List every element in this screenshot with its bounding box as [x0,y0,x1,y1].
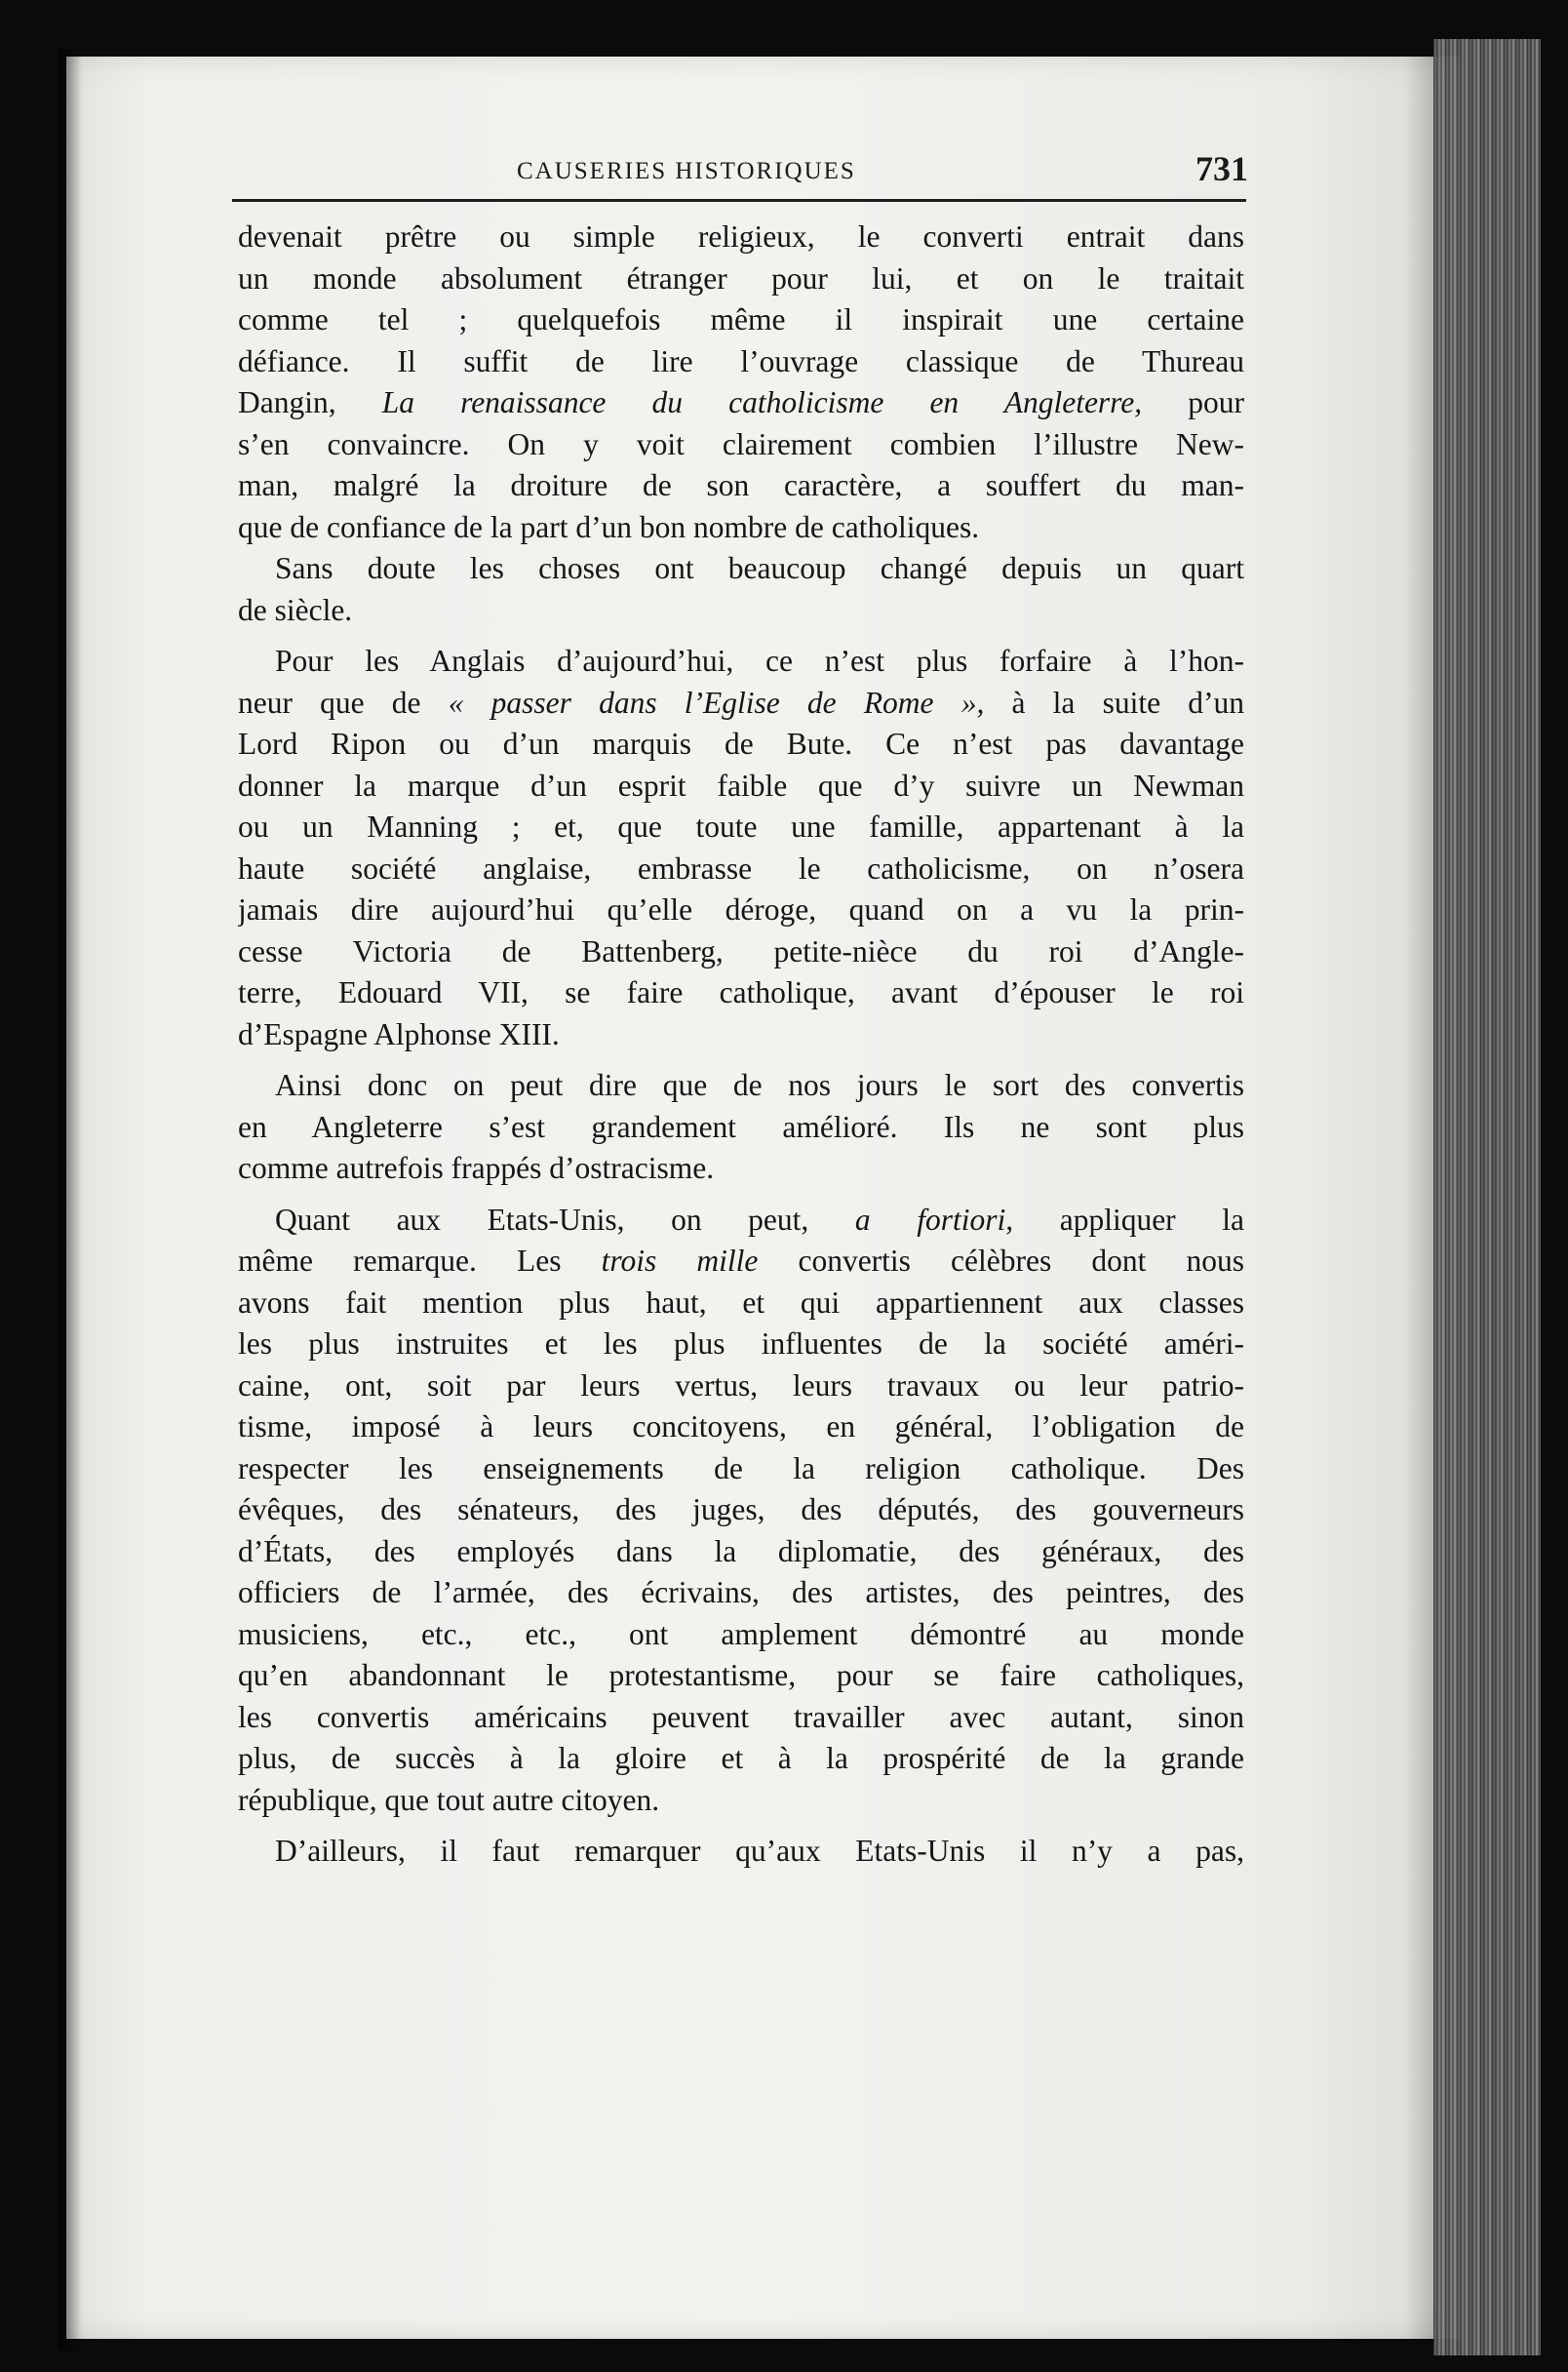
header-rule [232,199,1246,202]
text-segment: comme tel ; quelquefois même il inspirait une certaine [238,302,1244,336]
text-line [238,382,1244,424]
text-line [238,641,1244,683]
text-line [238,1738,1244,1780]
text-segment: Sans doute les choses ont beaucoup changé depuis un quart [275,551,1244,585]
text-line [238,1780,1244,1822]
text-segment: Quant aux Etats-Unis, on peut, [275,1202,855,1237]
text-line [238,1697,1244,1739]
text-line [238,465,1244,507]
text-line [238,1065,1244,1107]
text-line [238,849,1244,890]
text-segment: appliquer la [1013,1202,1244,1237]
text-segment: de siècle. [238,592,353,627]
running-title: CAUSERIES HISTORIQUES [517,158,856,184]
text-segment: que de confiance de la part d’un bon nombre de catholiques. [238,509,980,544]
text-line [238,1014,1244,1056]
italic-text: trois mille [601,1244,759,1278]
text-line [238,217,1244,258]
italic-text: La renaissance du catholicisme en Angleterre, [381,385,1143,419]
text-segment: comme autrefois frappés d’ostracisme. [238,1151,715,1185]
body-text [238,217,1244,1873]
italic-text: « passer dans l’Eglise de Rome », [448,685,985,720]
text-segment: s’en convaincre. On y voit clairement combien l’illustre New- [238,426,1244,461]
text-segment: république, que tout autre citoyen. [238,1782,660,1817]
text-line [238,548,1244,590]
text-segment: donner la marque d’un esprit faible que d’y suivre un Newman [238,768,1244,803]
text-segment: devenait prêtre ou simple religieux, le converti entrait dans [238,219,1244,254]
text-segment: en Angleterre s’est grandement amélioré. Ils ne sont plus [238,1109,1244,1144]
text-line [238,1365,1244,1407]
text-segment: défiance. Il suffit de lire l’ouvrage classique de Thureau [238,343,1244,378]
text-line [238,424,1244,466]
text-line [238,1489,1244,1531]
text-line [238,507,1244,549]
text-segment: man, malgré la droiture de son caractère, a souffert du man- [238,468,1244,502]
running-head [234,144,1248,199]
page-number: 731 [1196,149,1248,188]
text-segment: d’Espagne Alphonse XIII. [238,1016,560,1051]
text-segment: Dangin, [238,385,382,419]
text-segment: pour [1142,385,1244,419]
text-segment: officiers de l’armée, des écrivains, des artistes, des peintres, des [238,1575,1244,1609]
text-line [238,724,1244,766]
text-line [238,590,1244,632]
text-line [238,258,1244,300]
text-line [238,1655,1244,1697]
text-segment: même remarque. Les [238,1244,602,1278]
text-segment: convertis célèbres dont nous [758,1244,1244,1278]
page-stack-edge [1433,39,1541,2355]
text-segment: musiciens, etc., etc., ont amplement démontré au monde [238,1616,1244,1651]
text-line [238,1200,1244,1242]
text-segment: D’ailleurs, il faut remarquer qu’aux Etats-Unis il n’y a pas, [275,1834,1244,1868]
text-segment: neur que de [238,685,449,720]
text-line [238,1531,1244,1573]
text-line [238,1448,1244,1490]
text-segment: caine, ont, soit par leurs vertus, leurs travaux ou leur patrio- [238,1367,1244,1403]
text-segment: les plus instruites et les plus influentes de la société améri- [238,1326,1244,1361]
text-line [238,972,1244,1014]
text-segment: Ainsi donc on peut dire que de nos jours le sort des convertis [275,1068,1244,1102]
text-line [238,1241,1244,1283]
text-segment: jamais dire aujourd’hui qu’elle déroge, quand on a vu la prin- [238,892,1244,927]
text-segment: ou un Manning ; et, que toute une famille, appartenant à la [238,810,1244,844]
text-segment: un monde absolument étranger pour lui, et on le traitait [238,260,1244,296]
text-segment: terre, Edouard VII, se faire catholique, avant d’épouser le roi [238,975,1244,1009]
text-line [238,299,1244,341]
text-segment: respecter les enseignements de la religion catholique. Des [238,1450,1244,1485]
text-line [238,766,1244,808]
text-segment: à la suite d’un [984,685,1244,720]
text-line [238,1107,1244,1149]
text-line [238,1148,1244,1190]
text-segment: d’États, des employés dans la diplomatie, des généraux, des [238,1533,1244,1568]
text-segment: Pour les Anglais d’aujourd’hui, ce n’est plus forfaire à l’hon- [275,644,1244,678]
text-segment: évêques, des sénateurs, des juges, des députés, des gouverneurs [238,1492,1244,1526]
text-segment: avons fait mention plus haut, et qui appartiennent aux classes [238,1285,1244,1320]
text-segment: les convertis américains peuvent travailler avec autant, sinon [238,1699,1244,1734]
text-line [238,1324,1244,1365]
text-line [238,683,1244,725]
text-line [238,341,1244,383]
text-segment: cesse Victoria de Battenberg, petite-nièce du roi d’Angle- [238,933,1244,969]
italic-text: a fortiori, [854,1202,1014,1237]
text-segment: tisme, imposé à leurs concitoyens, en général, l’obligation de [238,1409,1244,1443]
text-line [238,1614,1244,1656]
text-line [238,807,1244,849]
text-segment: haute société anglaise, embrasse le catholicisme, on n’osera [238,850,1244,886]
gutter-shadow [59,49,82,2351]
text-line [238,1831,1244,1873]
text-line [238,1283,1244,1324]
text-line [238,931,1244,973]
text-segment: Lord Ripon ou d’un marquis de Bute. Ce n’est pas davantage [238,727,1244,761]
text-line [238,1406,1244,1448]
text-line [238,890,1244,931]
text-segment: qu’en abandonnant le protestantisme, pour se faire catholiques, [238,1658,1244,1692]
text-segment: plus, de succès à la gloire et à la prospérité de la grande [238,1741,1244,1775]
text-line [238,1572,1244,1614]
